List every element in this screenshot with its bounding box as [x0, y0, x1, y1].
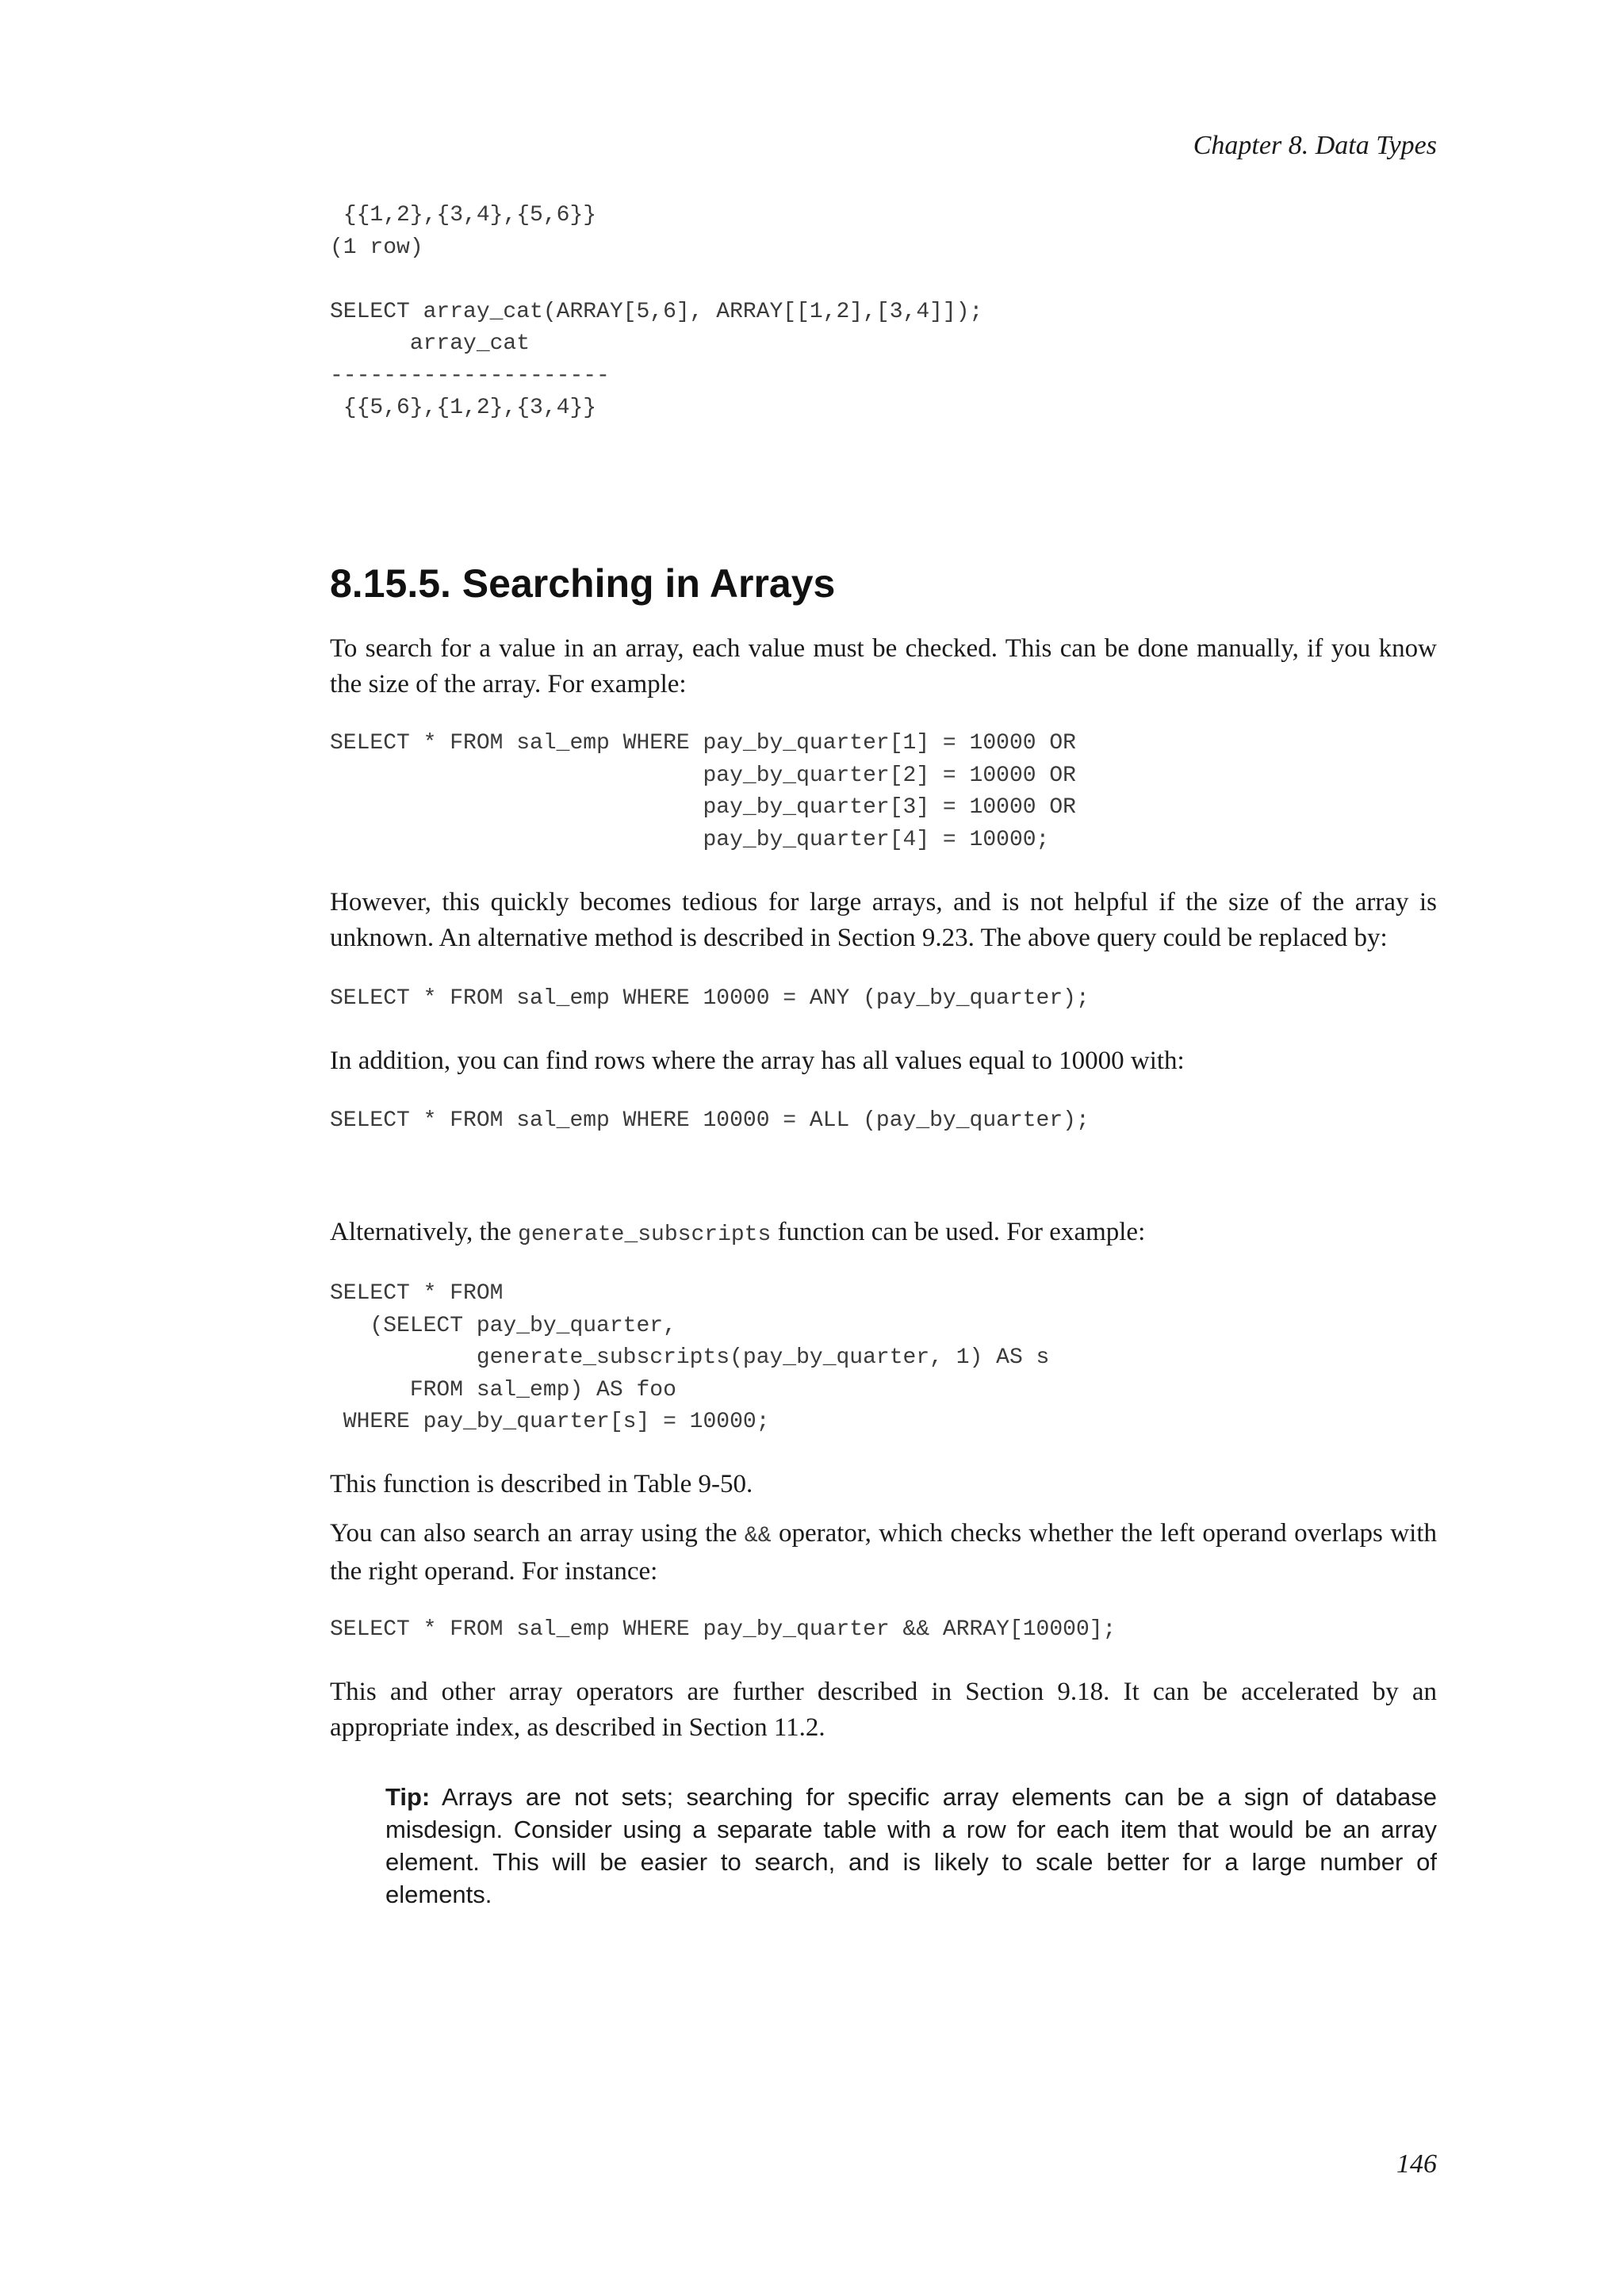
code-line: SELECT * FROM sal_emp WHERE pay_by_quarter && ARRAY[10000]; — [330, 1617, 1116, 1642]
code-block-any — [330, 983, 1090, 1016]
code-line: {{5,6},{1,2},{3,4}} — [330, 396, 597, 420]
code-line: FROM sal_emp) AS foo — [330, 1377, 676, 1402]
paragraph-overlap-operator — [330, 1516, 1437, 1590]
code-line: SELECT * FROM sal_emp WHERE 10000 = ANY (pay_by_quarter); — [330, 986, 1090, 1011]
text-span: function can be used. For example: — [771, 1218, 1146, 1246]
running-header: Chapter 8. Data Types — [1193, 131, 1437, 160]
tip-label: Tip: — [385, 1783, 431, 1811]
tip-text: Arrays are not sets; searching for specific array elements can be a sign of database misdesign. Consider using a separate table with a row for each item that would be an array element. This will be easier to search, and is likely to scale better for a large number of elements. — [385, 1783, 1437, 1908]
code-line: SELECT array_cat(ARRAY[5,6], ARRAY[[1,2],[3,4]]); — [330, 299, 983, 324]
paragraph-intro: To search for a value in an array, each value must be checked. This can be done manually, if you know the size of the array. For example: — [330, 634, 1437, 698]
paragraph-alternative: However, this quickly becomes tedious for large arrays, and is not helpful if the size of the array is unknown. An alternative method is described in Section 9.23. The above query could be replaced by: — [330, 888, 1437, 952]
code-line: (SELECT pay_by_quarter, — [330, 1313, 676, 1338]
code-block-manual-search — [330, 728, 1076, 856]
code-line: pay_by_quarter[3] = 10000 OR — [330, 795, 1076, 820]
code-line: array_cat — [330, 331, 530, 356]
code-block-subscripts-query — [330, 1278, 1049, 1439]
code-line: WHERE pay_by_quarter[s] = 10000; — [330, 1410, 770, 1434]
code-block-overlap — [330, 1614, 1116, 1647]
paragraph-generate-subscripts — [330, 1215, 1437, 1253]
code-block-array-cat-result — [330, 200, 982, 425]
paragraph-table-reference: This function is described in Table 9-50. — [330, 1470, 753, 1498]
tip-note — [385, 1781, 1437, 1911]
text-span: operator, which checks whether the left operand overlaps with the right operand. For instance: — [330, 1519, 1437, 1586]
paragraph-all-values: In addition, you can find rows where the array has all values equal to 10000 with: — [330, 1047, 1185, 1075]
code-line: pay_by_quarter[2] = 10000 OR — [330, 763, 1076, 788]
code-line: {{1,2},{3,4},{5,6}} — [330, 203, 597, 228]
code-line: --------------------- — [330, 363, 610, 388]
code-line: pay_by_quarter[4] = 10000; — [330, 827, 1050, 852]
inline-code: generate_subscripts — [518, 1223, 772, 1247]
text-span: You can also search an array using the — [330, 1519, 745, 1548]
code-line: SELECT * FROM sal_emp WHERE pay_by_quarter[1] = 10000 OR — [330, 731, 1076, 756]
code-line: generate_subscripts(pay_by_quarter, 1) AS s — [330, 1345, 1050, 1370]
page-number: 146 — [1396, 2149, 1437, 2179]
code-block-all — [330, 1105, 1090, 1138]
text-span: Alternatively, the — [330, 1218, 519, 1246]
code-line — [330, 264, 982, 297]
code-line: SELECT * FROM sal_emp WHERE 10000 = ALL (pay_by_quarter); — [330, 1108, 1090, 1133]
code-line: SELECT * FROM — [330, 1281, 504, 1306]
inline-code: && — [744, 1524, 772, 1548]
code-line: (1 row) — [330, 235, 423, 260]
section-title: 8.15.5. Searching in Arrays — [330, 561, 836, 606]
paragraph-operators-reference: This and other array operators are further described in Section 9.18. It can be accelerated by an appropriate index, as described in Section 11.2. — [330, 1678, 1437, 1742]
